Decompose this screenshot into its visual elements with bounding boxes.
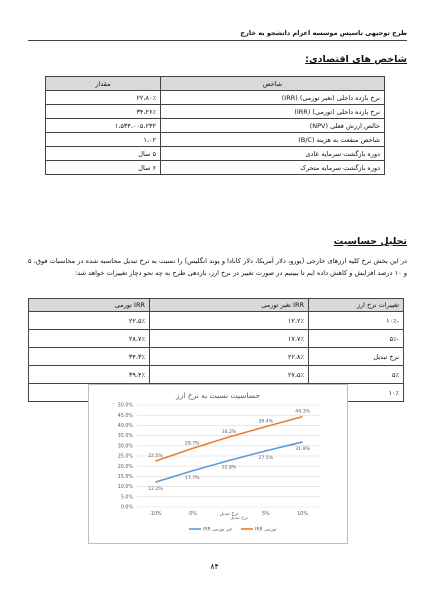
header-title: طرح توجیهی تاسیس موسسه اعزام دانشجو به خارج — [240, 29, 407, 37]
indicator-name: نرخ بازده داخلی (تورمی) (IRR) — [161, 105, 385, 119]
economic-indicators-table — [45, 76, 385, 175]
series-line — [155, 442, 302, 482]
y-axis-ticks — [118, 403, 134, 511]
data-label: 17.7% — [184, 475, 200, 481]
indicator-name: دوره بازگشت سرمایه متحرک — [161, 161, 385, 175]
y-tick-label: 45.0% — [117, 413, 133, 419]
chart-svg — [89, 385, 347, 543]
data-label: 12.2% — [148, 487, 163, 493]
indicator-name: دوره بازگشت سرمایه عادی — [161, 147, 385, 161]
x-tick-label: -5% — [187, 512, 197, 517]
y-tick-label: 0.0% — [120, 505, 133, 511]
data-label: 31.9% — [295, 446, 310, 452]
irr-nominal-cell: ۳۹،۴٪ — [29, 366, 150, 384]
table-row — [46, 161, 385, 175]
change-cell: -۱۰٪ — [309, 312, 404, 330]
y-tick-label: 35.0% — [117, 434, 133, 440]
y-tick-label: 5.0% — [120, 495, 133, 501]
value-header: مقدار — [46, 77, 161, 91]
irr-real-cell: ۱۲،۲٪ — [150, 312, 309, 330]
table-header-row — [46, 77, 385, 91]
data-label: 22.5% — [148, 454, 163, 460]
irr-nominal-header: IRR تورمی — [29, 299, 150, 312]
y-tick-label: 50.0% — [117, 403, 133, 409]
indicator-value: ۵ سال — [46, 147, 161, 161]
y-tick-label: 20.0% — [117, 464, 133, 470]
data-label: 44.3% — [295, 409, 310, 415]
y-tick-label: 40.0% — [117, 424, 133, 429]
data-label: 22.8% — [221, 465, 237, 471]
table-row — [46, 105, 385, 119]
change-cell: -۵٪ — [309, 330, 404, 348]
y-tick-label: 30.0% — [117, 444, 133, 450]
indicator-value: ۶ سال — [46, 161, 161, 175]
x-axis-ticks — [149, 511, 308, 517]
data-label: 39.4% — [258, 419, 274, 425]
data-label: 34.2% — [221, 430, 237, 436]
table-row — [29, 348, 404, 366]
series-line — [155, 417, 302, 461]
page-number: ۸۴ — [210, 562, 219, 571]
sensitivity-chart — [88, 384, 348, 544]
data-label: 27.5% — [258, 455, 274, 461]
y-tick-label: 15.0% — [117, 475, 133, 480]
change-cell: ۱۰٪ — [309, 384, 404, 402]
table-row — [46, 133, 385, 147]
change-header: تغییرات نرخ ارز — [309, 299, 404, 312]
y-tick-label: 10.0% — [117, 485, 133, 491]
indicator-name: شاخص منفعت به هزینه (B/C) — [161, 133, 385, 147]
sensitivity-title: تحلیل حساسیت — [333, 236, 407, 247]
change-cell: ۵٪ — [309, 366, 404, 384]
chart-legend — [189, 527, 277, 533]
indicator-name: نرخ بازده داخلی (تغیر تورمی) (IRR) — [161, 91, 385, 105]
indicator-value: ۳۴،۲۶٪ — [46, 105, 161, 119]
irr-real-header: IRR تغیر تورمی — [150, 299, 309, 312]
indicator-value: ۲۲،۸۰٪ — [46, 91, 161, 105]
x-tick-label: -10% — [149, 512, 162, 517]
indicator-value: ۱،۰۲ — [46, 133, 161, 147]
indicator-header: شاخص — [161, 77, 385, 91]
table-row — [29, 330, 404, 348]
x-tick-label: نرخ تبدیل — [219, 512, 239, 517]
sensitivity-paragraph: در این بخش نرخ کلیه ارزهای خارجی (یورو، دلار آمریکا، دلار کانادا و پوند انگلیس) را نسبت به نرخ تبدیل محاسبه شده در محاسبات فوق، ۵ و ۱۰ درصد افزایش و کاهش داده ایم تا ببینیم در صورت تغییر در نرخ ارز، بازدهی طرح به چه نحو دچار تغییرات خواهد شد: — [28, 257, 407, 277]
change-cell: نرخ تبدیل — [309, 348, 404, 366]
economic-indicators-title: شاخص های اقتصادی: — [305, 54, 407, 65]
x-tick-label: 5% — [261, 512, 270, 517]
table-row — [29, 312, 404, 330]
irr-nominal-cell: ۳۴،۳٪ — [29, 348, 150, 366]
irr-nominal-cell: ۲۲،۵٪ — [29, 312, 150, 330]
indicator-name: خالص ارزش فعلی (NPV) — [161, 119, 385, 133]
chart-series — [155, 417, 302, 483]
legend-entry: IRR غیر تورمی — [203, 527, 233, 533]
irr-nominal-cell: ۲۸،۷٪ — [29, 330, 150, 348]
x-tick-label: 10% — [297, 512, 308, 517]
table-row — [46, 91, 385, 105]
table-row — [46, 147, 385, 161]
legend-entry: IRR تورمی — [255, 527, 277, 533]
table-row — [29, 366, 404, 384]
x-axis-label: نرخ تبدیل — [230, 516, 248, 521]
y-tick-label: 25.0% — [117, 454, 133, 460]
irr-real-cell: ۱۷،۷٪ — [150, 330, 309, 348]
chart-title: حساسیت نسبت به نرخ ارز — [176, 391, 260, 400]
table-header-row — [29, 299, 404, 312]
chart-grid — [137, 405, 321, 507]
table-row — [46, 119, 385, 133]
irr-real-cell: ۲۲،۸٪ — [150, 348, 309, 366]
header-rule — [28, 40, 407, 41]
data-label: 28.7% — [184, 441, 200, 447]
indicator-value: ۱،۵۳۴،۰۰۵،۲۳۲ — [46, 119, 161, 133]
irr-real-cell: ۲۷،۵٪ — [150, 366, 309, 384]
